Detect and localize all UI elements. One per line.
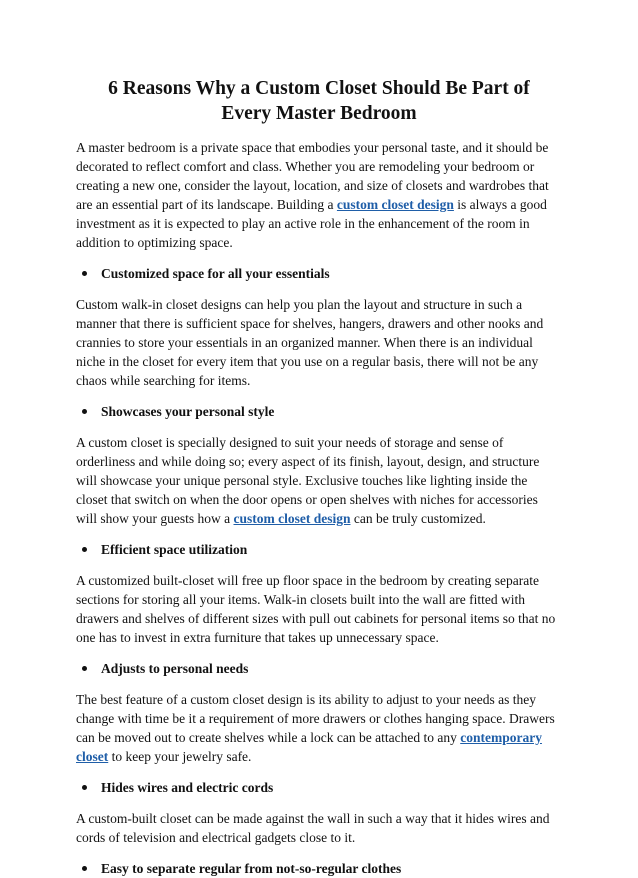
custom-closet-design-link-2[interactable]: custom closet design [233, 511, 351, 526]
section-heading-2: Showcases your personal style [76, 402, 562, 421]
section-heading-4: Adjusts to personal needs [76, 659, 562, 678]
bullet-icon [82, 547, 87, 552]
bullet-icon [82, 271, 87, 276]
intro-text-after: is always a good investment as it is expected to play an active role in the enhancement of the room in addition to optimizing space. [76, 197, 547, 250]
contemporary-closet-link[interactable]: contemporary closet [76, 730, 542, 764]
section-heading-5: Hides wires and electric cords [76, 778, 562, 797]
custom-closet-design-link[interactable]: custom closet design [336, 197, 454, 212]
section-paragraph-4: The best feature of a custom closet design is its ability to adjust to your needs as they change with time be it a requirement of more drawers or clothes hanging space. Drawers can be moved out to create shelves while a lock can be attached to any contemporary closet to keep your jewelry safe. [76, 692, 555, 764]
intro-text-before: A master bedroom is a private space that embodies your personal taste, and it should be decorated to reflect comfort and class. Whether you are remodeling your bedroom or creating a new one, consider the layout, location, and size of closets and wardrobes that are an essential part of its landscape. Building a [76, 140, 549, 212]
bullet-icon [82, 409, 87, 414]
document-title: 6 Reasons Why a Custom Closet Should Be Part of Every Master Bedroom [108, 78, 530, 124]
section-paragraph-3: A customized built-closet will free up floor space in the bedroom by creating separate sections for storing all your items. Walk-in closets built into the wall are fitted with drawers and shelves of different sizes with pull out cabinets for personal items so that no one has to invest in extra furniture that takes up unnecessary space. [76, 573, 556, 645]
section-heading-3: Efficient space utilization [76, 540, 562, 559]
bullet-icon [82, 666, 87, 671]
bullet-icon [82, 866, 87, 871]
section-paragraph-5: A custom-built closet can be made against the wall in such a way that it hides wires and cords of television and electrical gadgets close to it. [76, 811, 550, 845]
intro-paragraph [76, 138, 562, 252]
section-paragraph-2: A custom closet is specially designed to suit your needs of storage and sense of orderliness and while doing so; every aspect of its finish, layout, design, and structure will showcase your unique personal style. Exclusive touches like lighting inside the closet that switch on when the door opens or open shelves with niches for accessories will show your guests how a custom closet design can be truly customized. [76, 435, 540, 526]
section-heading-6: Easy to separate regular from not-so-regular clothes [76, 859, 562, 878]
section-paragraph-1: Custom walk-in closet designs can help you plan the layout and structure in such a manner that there is sufficient space for shelves, hangers, drawers and other nooks and crannies to store your essentials in an organized manner. When there is an individual niche in the closet for every item that you use on a regular basis, there will not be any chaos while searching for items. [76, 297, 544, 388]
bullet-icon [82, 785, 87, 790]
section-heading-1: Customized space for all your essentials [76, 264, 562, 283]
